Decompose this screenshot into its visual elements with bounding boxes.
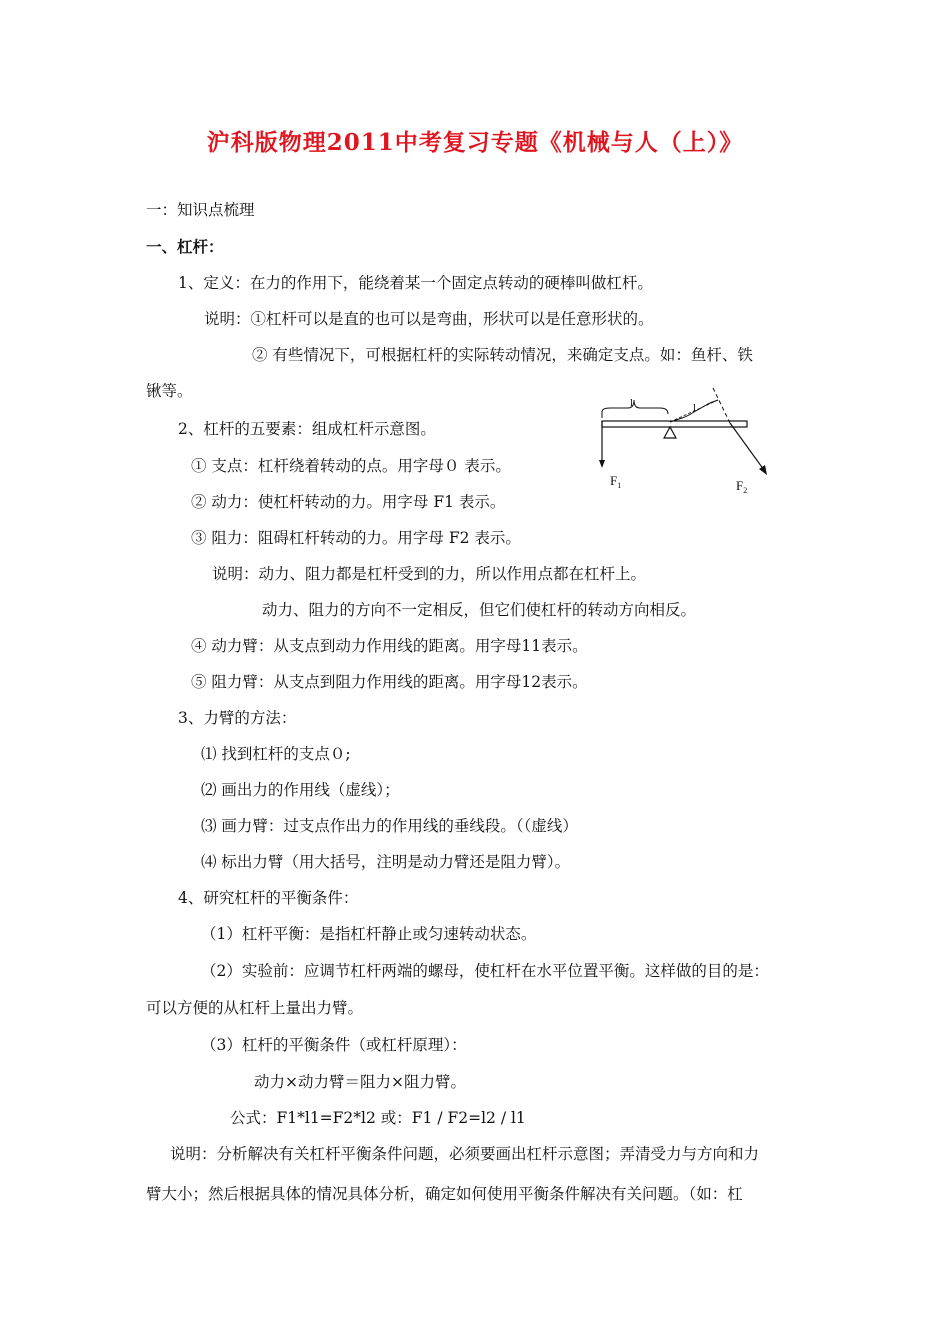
force-f2-line [730, 423, 764, 470]
balance-line: （1）杠杆平衡：是指杠杆静止或匀速转动状态。 [201, 925, 537, 943]
method-step: ⑷ 标出力臂（用大括号，注明是动力臂还是阻力臂）。 [201, 853, 571, 871]
balance-line: （3）杠杆的平衡条件（或杠杆原理）： [201, 1036, 467, 1054]
element-line: ⑤ 阻力臂：从支点到阻力作用线的距离。用字母12表示。 [191, 673, 588, 691]
note-line: 说明：动力、阻力都是杠杆受到的力，所以作用点都在杠杆上。 [212, 565, 647, 583]
f2-action-line [713, 388, 730, 423]
l1-label: l [630, 397, 634, 409]
fulcrum-icon [664, 427, 676, 438]
note-line: 说明：①杠杆可以是直的也可以是弯曲，形状可以是任意形状的。 [204, 310, 654, 328]
f2-label: $F_2$ [736, 478, 748, 495]
l1-brace [602, 400, 668, 418]
note-line: 说明：分析解决有关杠杆平衡条件问题，必须要画出杠杆示意图；弄清受力与方向和力 [170, 1145, 760, 1163]
method-step: ⑴ 找到杠杆的支点０; [201, 745, 351, 763]
method-heading: 3、力臂的方法： [178, 709, 297, 727]
note-line: ② 有些情况下，可根据杠杆的实际转动情况，来确定支点。如：鱼杆、铁 [252, 346, 753, 364]
note-line: 动力、阻力的方向不一定相反，但它们使杠杆的转动方向相反。 [262, 601, 697, 619]
force-f1-arrowhead [599, 460, 605, 468]
balance-line: 可以方便的从杠杆上量出力臂。 [146, 999, 364, 1017]
element-line: ③ 阻力：阻碍杠杆转动的力。用字母 F2 表示。 [191, 529, 521, 547]
element-line: ② 动力：使杠杆转动的力。用字母 F1 表示。 [191, 493, 506, 511]
f1-label: $F_1$ [610, 473, 622, 490]
balance-heading: 4、研究杠杆的平衡条件： [178, 889, 359, 907]
element-line: ④ 动力臂：从支点到动力作用线的距离。用字母11表示。 [191, 637, 588, 655]
section-heading: 一：知识点梳理 [146, 201, 255, 219]
element-line: ① 支点：杠杆绕着转动的点。用字母０ 表示。 [191, 457, 511, 475]
lever-diagram [590, 378, 780, 498]
balance-line: （2）实验前：应调节杠杆两端的螺母，使杠杆在水平位置平衡。这样做的目的是： [201, 962, 769, 980]
document-title: 沪科版物理2011中考复习专题《机械与人（上）》 [206, 129, 744, 156]
l2-label: l [693, 402, 697, 414]
method-step: ⑵ 画出力的作用线（虚线）； [201, 781, 400, 799]
method-step: ⑶ 画力臂：过支点作出力的作用线的垂线段。（（虚线） [201, 817, 578, 835]
definition-line: 1、定义：在力的作用下，能绕着某一个固定点转动的硬棒叫做杠杆。 [178, 274, 653, 292]
five-elements-line: 2、杠杆的五要素：组成杠杆示意图。 [178, 420, 436, 438]
note-line: 臂大小；然后根据具体的情况具体分析，确定如何使用平衡条件解决有关问题。（如：杠 [146, 1185, 743, 1203]
lever-bar [602, 421, 747, 427]
balance-formula-words: 动力×动力臂＝阻力×阻力臂。 [254, 1073, 466, 1091]
force-f2-arrowhead [759, 465, 767, 475]
lever-heading: 一、杠杆： [146, 237, 224, 256]
balance-formula: 公式：F1*l1=F2*l2 或：F1 / F2=l2 / l1 [230, 1109, 526, 1127]
note-line: 锹等。 [146, 382, 193, 400]
